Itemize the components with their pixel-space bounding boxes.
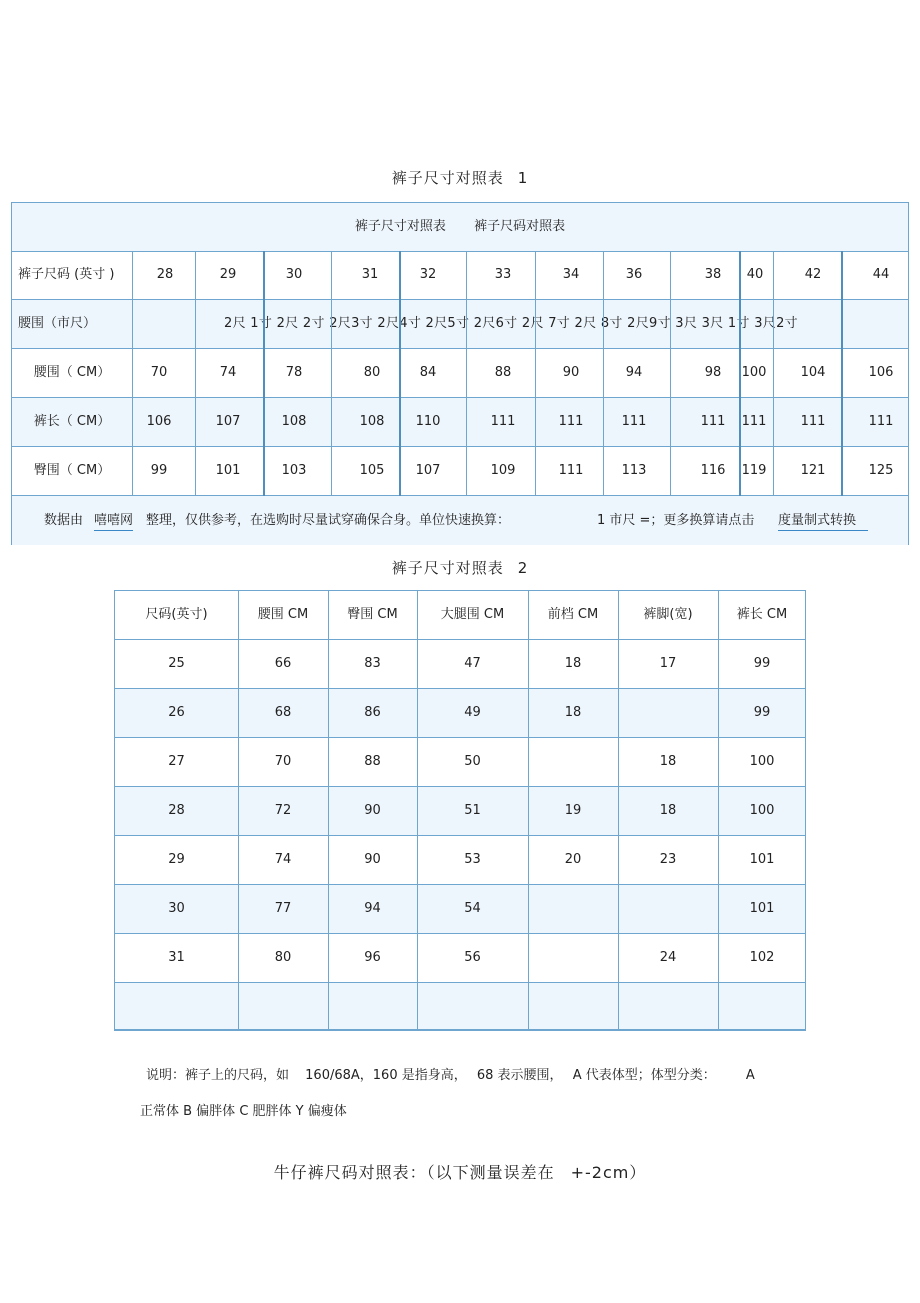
- size-cell: 34: [562, 267, 580, 282]
- title-1-num: 1: [517, 169, 529, 187]
- value-cell: 84: [419, 365, 437, 380]
- value-cell: 110: [415, 414, 441, 429]
- value-cell: 111: [868, 414, 894, 429]
- page-title-1: [0, 167, 920, 188]
- value-cell: 78: [285, 365, 303, 380]
- table-row: [115, 934, 805, 983]
- grid-line: [331, 251, 332, 496]
- table-cell: 17: [659, 656, 677, 671]
- column-header: 大腿围 CM: [440, 607, 505, 622]
- table-cell: 29: [168, 852, 185, 867]
- size-cell: 29: [219, 267, 237, 282]
- title-2-num: 2: [517, 559, 529, 577]
- size-label: 裤子尺码 (英寸 ): [18, 267, 115, 282]
- size-cell: 38: [704, 267, 722, 282]
- value-cell: 107: [415, 463, 441, 478]
- value-cell: 116: [700, 463, 726, 478]
- table-cell: 99: [753, 656, 771, 671]
- table-cell: 23: [659, 852, 677, 867]
- value-cell: 106: [868, 365, 894, 380]
- column-header: 臀围 CM: [347, 607, 398, 622]
- value-cell: 119: [741, 463, 767, 478]
- title-3-tail: +-2cm）: [570, 1163, 647, 1182]
- row-label: 腰围（ CM）: [33, 365, 111, 380]
- title-2-text: 裤子尺寸对照表: [391, 559, 504, 577]
- table-1-header-left: 裤子尺寸对照表: [354, 219, 446, 234]
- value-cell: 111: [741, 414, 767, 429]
- table-cell: 31: [168, 950, 185, 965]
- size-cell: 31: [361, 267, 379, 282]
- size-cell: 30: [285, 267, 303, 282]
- size-cell: 36: [625, 267, 643, 282]
- table-cell: 94: [364, 901, 381, 916]
- table-2-header-row: [115, 591, 805, 640]
- table-cell: 66: [274, 656, 292, 671]
- size-cell: 40: [746, 267, 764, 282]
- table-cell: 26: [168, 705, 185, 720]
- unit-conversion-link[interactable]: 度量制式转换: [778, 512, 868, 531]
- table-cell: 88: [364, 754, 381, 769]
- grid-line: [670, 251, 671, 496]
- table-cell: 90: [364, 852, 381, 867]
- table-cell: 90: [364, 803, 381, 818]
- table-row: [115, 836, 805, 885]
- title-1-text: 裤子尺寸对照表: [391, 169, 504, 187]
- table-cell: 25: [168, 656, 185, 671]
- table-cell: 18: [659, 803, 677, 818]
- grid-line: [535, 251, 536, 496]
- note-part: A 代表体型；体型分类：: [572, 1068, 716, 1083]
- table-cell: 101: [749, 901, 775, 916]
- value-cell: 121: [800, 463, 826, 478]
- table-1-header-right: 裤子尺码对照表: [474, 219, 566, 234]
- table-row: [115, 885, 805, 934]
- table-cell: [618, 885, 718, 933]
- row-label: 裤长（ CM）: [33, 414, 111, 429]
- source-link[interactable]: 嘻嘻网: [94, 512, 133, 531]
- table-cell: 47: [464, 656, 481, 671]
- table-cell: 53: [464, 852, 481, 867]
- size-note-line-2: 正常体 B 偏胖体 C 肥胖体 Y 偏瘦体: [140, 1104, 347, 1119]
- value-cell: 99: [150, 463, 168, 478]
- table-row: [115, 640, 805, 689]
- grid-line: [132, 251, 133, 496]
- grid-line: [773, 251, 774, 496]
- column-header: 裤脚(宽): [643, 607, 693, 622]
- size-cell: 42: [804, 267, 822, 282]
- row-label: 臀围（ CM）: [33, 463, 111, 478]
- value-cell: 108: [281, 414, 307, 429]
- column-header: 尺码(英寸): [145, 607, 208, 622]
- table-1-header: [12, 203, 908, 252]
- value-cell: 111: [800, 414, 826, 429]
- value-cell: 111: [700, 414, 726, 429]
- table-cell: [528, 885, 618, 933]
- footer-middle: 整理，仅供参考，在选购时尽量试穿确保合身。单位快速换算：: [146, 513, 511, 528]
- table-cell: 18: [564, 705, 582, 720]
- table-cell: [618, 689, 718, 737]
- table-cell: [528, 738, 618, 786]
- grid-line: [466, 251, 467, 496]
- grid-line: [399, 251, 401, 496]
- value-cell: 105: [359, 463, 385, 478]
- size-table-2: [114, 590, 806, 1031]
- grid-line: [841, 251, 843, 496]
- footer-link-1-wrap: [94, 496, 133, 545]
- table-cell: 101: [749, 852, 775, 867]
- table-cell: 19: [564, 803, 582, 818]
- value-cell: 106: [146, 414, 172, 429]
- table-row: [115, 738, 805, 787]
- footer-link-2-wrap: [778, 496, 868, 545]
- value-cell: 125: [868, 463, 894, 478]
- grid-line: [739, 251, 741, 496]
- value-cell: 98: [704, 365, 722, 380]
- grid-line: [618, 591, 619, 1030]
- table-cell: 27: [168, 754, 185, 769]
- value-cell: 94: [625, 365, 643, 380]
- table-cell: 49: [464, 705, 481, 720]
- grid-line: [718, 591, 719, 1030]
- size-note-line-1: [146, 1064, 757, 1083]
- value-cell: 111: [490, 414, 516, 429]
- grid-line: [195, 251, 196, 496]
- page-title-3: [0, 1160, 920, 1183]
- value-cell: 107: [215, 414, 241, 429]
- grid-line: [528, 591, 529, 1030]
- table-row-empty: [115, 983, 805, 1030]
- table-cell: 28: [168, 803, 185, 818]
- note-part: 68 表示腰围，: [476, 1068, 563, 1083]
- table-cell: 18: [564, 656, 582, 671]
- table-cell: 18: [659, 754, 677, 769]
- note-part: 说明：裤子上的尺码，如: [146, 1068, 290, 1083]
- table-cell: 100: [749, 754, 775, 769]
- table-1-footer: [12, 496, 908, 545]
- column-header: 前档 CM: [547, 607, 599, 622]
- size-cell: 28: [156, 267, 174, 282]
- grid-line: [263, 251, 265, 496]
- table-cell: 86: [364, 705, 381, 720]
- table-row: [115, 787, 805, 836]
- value-cell: 74: [219, 365, 237, 380]
- value-cell: 113: [621, 463, 647, 478]
- size-cell: 32: [419, 267, 437, 282]
- table-row: [115, 689, 805, 738]
- value-cell: 111: [558, 414, 584, 429]
- table-cell: 50: [464, 754, 481, 769]
- grid-line: [603, 251, 604, 496]
- value-cell: 80: [363, 365, 381, 380]
- table-cell: 102: [749, 950, 775, 965]
- table-cell: 51: [464, 803, 481, 818]
- note-part: 160/68A，160 是指身高，: [305, 1068, 467, 1083]
- table-cell: 99: [753, 705, 771, 720]
- table-cell: 30: [168, 901, 185, 916]
- table-cell: 80: [274, 950, 292, 965]
- table-cell: 54: [464, 901, 481, 916]
- value-cell: 103: [281, 463, 307, 478]
- value-cell: 111: [558, 463, 584, 478]
- table-cell: 20: [564, 852, 582, 867]
- value-cell: 111: [621, 414, 647, 429]
- table-cell: 77: [274, 901, 292, 916]
- size-cell: 44: [872, 267, 890, 282]
- column-header: 裤长 CM: [736, 607, 788, 622]
- value-cell: 109: [490, 463, 516, 478]
- grid-line: [417, 591, 418, 1030]
- grid-line: [328, 591, 329, 1030]
- shichi-label: 腰围（市尺）: [18, 316, 97, 331]
- footer-prefix: 数据由: [44, 513, 84, 528]
- size-table-1: [11, 202, 909, 545]
- shichi-values: 2尺 1寸 2尺 2寸 2尺3寸 2尺4寸 2尺5寸 2尺6寸 2尺 7寸 2尺 8寸 2尺9寸 3尺 3尺 1寸 3尺2寸: [224, 316, 798, 331]
- value-cell: 88: [494, 365, 512, 380]
- grid-line: [238, 591, 239, 1030]
- value-cell: 104: [800, 365, 826, 380]
- title-3-text: 牛仔裤尺码对照表：（以下测量误差在: [273, 1163, 555, 1182]
- table-cell: 72: [274, 803, 292, 818]
- value-cell: 100: [741, 365, 767, 380]
- value-cell: 70: [150, 365, 168, 380]
- table-cell: 74: [274, 852, 292, 867]
- table-cell: [528, 934, 618, 982]
- table-cell: 70: [274, 754, 292, 769]
- size-cell: 33: [494, 267, 512, 282]
- table-cell: 56: [464, 950, 481, 965]
- table-cell: 100: [749, 803, 775, 818]
- table-cell: 96: [364, 950, 381, 965]
- footer-conversion: 1 市尺 =；更多换算请点击: [597, 513, 755, 528]
- page-title-2: [0, 557, 920, 578]
- value-cell: 108: [359, 414, 385, 429]
- value-cell: 101: [215, 463, 241, 478]
- table-cell: 24: [659, 950, 677, 965]
- value-cell: 90: [562, 365, 580, 380]
- column-header: 腰围 CM: [257, 607, 309, 622]
- table-cell: 83: [364, 656, 381, 671]
- table-cell: 68: [274, 705, 292, 720]
- note-part: A: [745, 1068, 755, 1083]
